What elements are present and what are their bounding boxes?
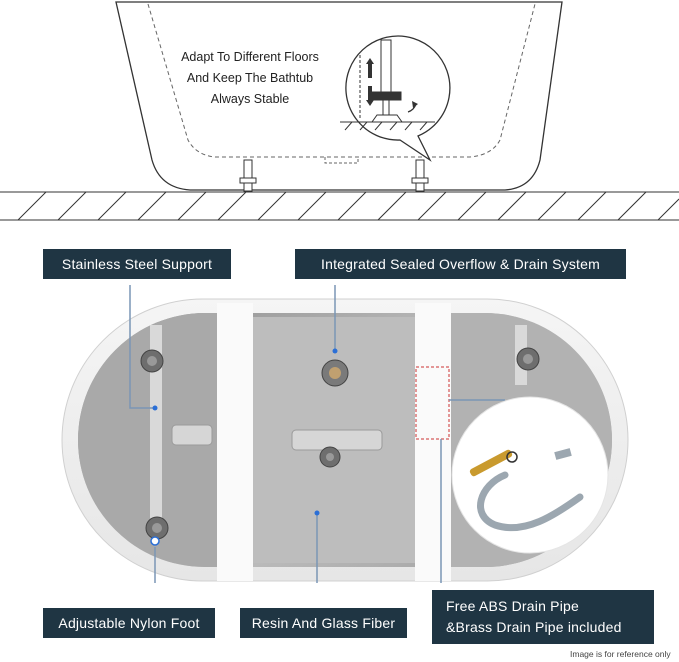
bubble-line-2: And Keep The Bathtub	[186, 71, 314, 85]
reference-note: Image is for reference only	[570, 649, 671, 659]
foot-highlight	[151, 537, 159, 545]
label-nylon-foot: Adjustable Nylon Foot	[43, 608, 215, 638]
support-beam-left	[217, 303, 253, 581]
label-overflow-drain: Integrated Sealed Overflow & Drain System	[295, 249, 626, 279]
bubble-line-1: Adapt To Different Floors	[181, 50, 319, 64]
label-resin-glass: Resin And Glass Fiber	[240, 608, 407, 638]
label-stainless-support: Stainless Steel Support	[43, 249, 231, 279]
drain-pipe-line-2: &Brass Drain Pipe included	[446, 619, 622, 635]
support-beam-right	[415, 303, 451, 581]
drain-pipe-line-1: Free ABS Drain Pipe	[446, 598, 579, 614]
bubble-text	[160, 47, 340, 110]
label-drain-pipe	[432, 590, 654, 644]
bubble-line-3: Always Stable	[210, 92, 290, 106]
bathtub-diagram	[0, 0, 679, 225]
tub-topview	[0, 285, 679, 585]
drain-fitting	[322, 360, 348, 386]
floor-hatching	[0, 192, 679, 220]
